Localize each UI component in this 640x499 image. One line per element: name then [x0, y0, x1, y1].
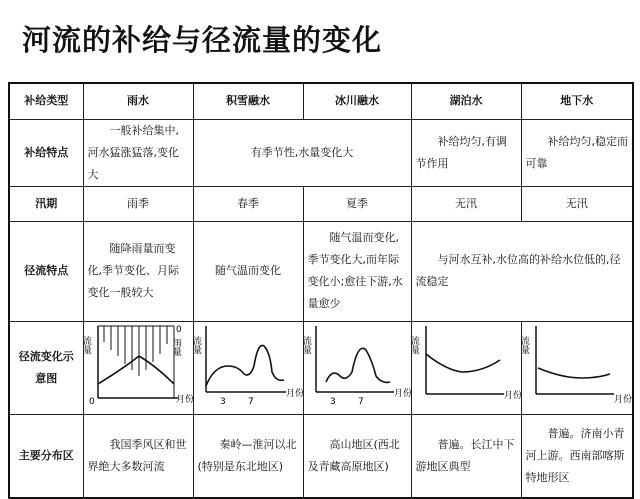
flow-label: 流量 [408, 335, 419, 354]
flow-label: 流量 [518, 335, 529, 354]
type-snow: 积雪融水 [193, 83, 303, 119]
graph-ground [518, 321, 633, 414]
graph-rain [80, 321, 194, 414]
runoff-curve [206, 345, 284, 386]
table-row-distribution [9, 414, 633, 498]
cell: 雨季 [83, 186, 193, 221]
page-title: 河流的补给与径流量的变化 [22, 23, 383, 57]
type-rain: 雨水 [83, 83, 193, 119]
runoff-curve [326, 348, 390, 382]
rainfall-label: 雨量 [170, 337, 181, 356]
cell: 我国季风区和世界绝大多数河流 [83, 414, 193, 498]
runoff-graph-snow [190, 322, 304, 407]
month-label: 月份 [613, 394, 632, 405]
row-header: 径流变化示意图 [9, 321, 83, 414]
cell: 补给均匀,有调节作用 [411, 119, 521, 186]
cell: 无汛 [411, 186, 521, 221]
graph-glacier [300, 321, 412, 414]
tick-7: 7 [247, 396, 254, 407]
cell: 秦岭—淮河以北(特别是东北地区) [193, 414, 303, 498]
type-glacier: 冰川融水 [303, 83, 411, 119]
cell: 补给均匀,稳定而可靠 [521, 119, 633, 186]
cell: 普遍。长江中下游地区典型 [411, 414, 521, 498]
origin-right-label: 0 [175, 324, 182, 335]
runoff-curve [98, 356, 174, 384]
tick-3: 3 [329, 396, 336, 407]
cell: 随降雨量而变化,季节变化、月际变化一般较大 [83, 221, 193, 321]
runoff-graph-ground [518, 322, 634, 406]
cell: 春季 [193, 186, 303, 221]
runoff-curve [538, 368, 610, 378]
table-row-flood [9, 186, 633, 221]
flow-label: 流量 [80, 335, 91, 354]
row-header: 补给特点 [9, 119, 83, 186]
table-row-supply [9, 119, 633, 186]
cell: 随气温而变化 [193, 221, 303, 321]
table-row-graphs [9, 321, 633, 414]
table-row-runoff [9, 221, 633, 321]
tick-3: 3 [219, 396, 226, 407]
month-label: 月份 [503, 390, 522, 401]
origin-label: 0 [88, 396, 95, 407]
cell: 无汛 [521, 186, 633, 221]
row-header: 补给类型 [9, 83, 83, 119]
cell: 一般补给集中,河水猛涨猛落,变化大 [83, 119, 193, 186]
cell: 普遍。济南小青河上游。西南部喀斯特地形区 [521, 414, 633, 498]
graph-lake [408, 321, 522, 414]
row-header: 汛期 [9, 186, 83, 221]
tick-7: 7 [357, 396, 364, 407]
cell: 与河水互补,水位高的补给水位低的,径流稳定 [411, 221, 633, 321]
month-label: 月份 [175, 394, 194, 405]
flow-label: 流量 [190, 335, 201, 354]
runoff-graph-glacier [300, 322, 412, 407]
cell: 高山地区(西北及青藏高原地区) [303, 414, 411, 498]
cell: 有季节性,水量变化大 [193, 119, 411, 186]
row-header: 主要分布区 [9, 414, 83, 498]
month-label: 月份 [393, 388, 412, 399]
flow-label: 流量 [300, 335, 311, 354]
row-header: 径流特点 [9, 221, 83, 321]
type-ground: 地下水 [521, 83, 633, 119]
type-lake: 湖泊水 [411, 83, 521, 119]
cell: 随气温而变化,季节变化大,而年际变化小;愈往下游,水量愈少 [303, 221, 411, 321]
runoff-curve [426, 354, 500, 372]
runoff-graph-rain [80, 322, 194, 407]
cell: 夏季 [303, 186, 411, 221]
graph-snow [190, 321, 304, 414]
river-supply-table [8, 82, 634, 499]
runoff-graph-lake [408, 322, 522, 406]
month-label: 月份 [285, 388, 304, 399]
table-row-types [9, 83, 633, 119]
